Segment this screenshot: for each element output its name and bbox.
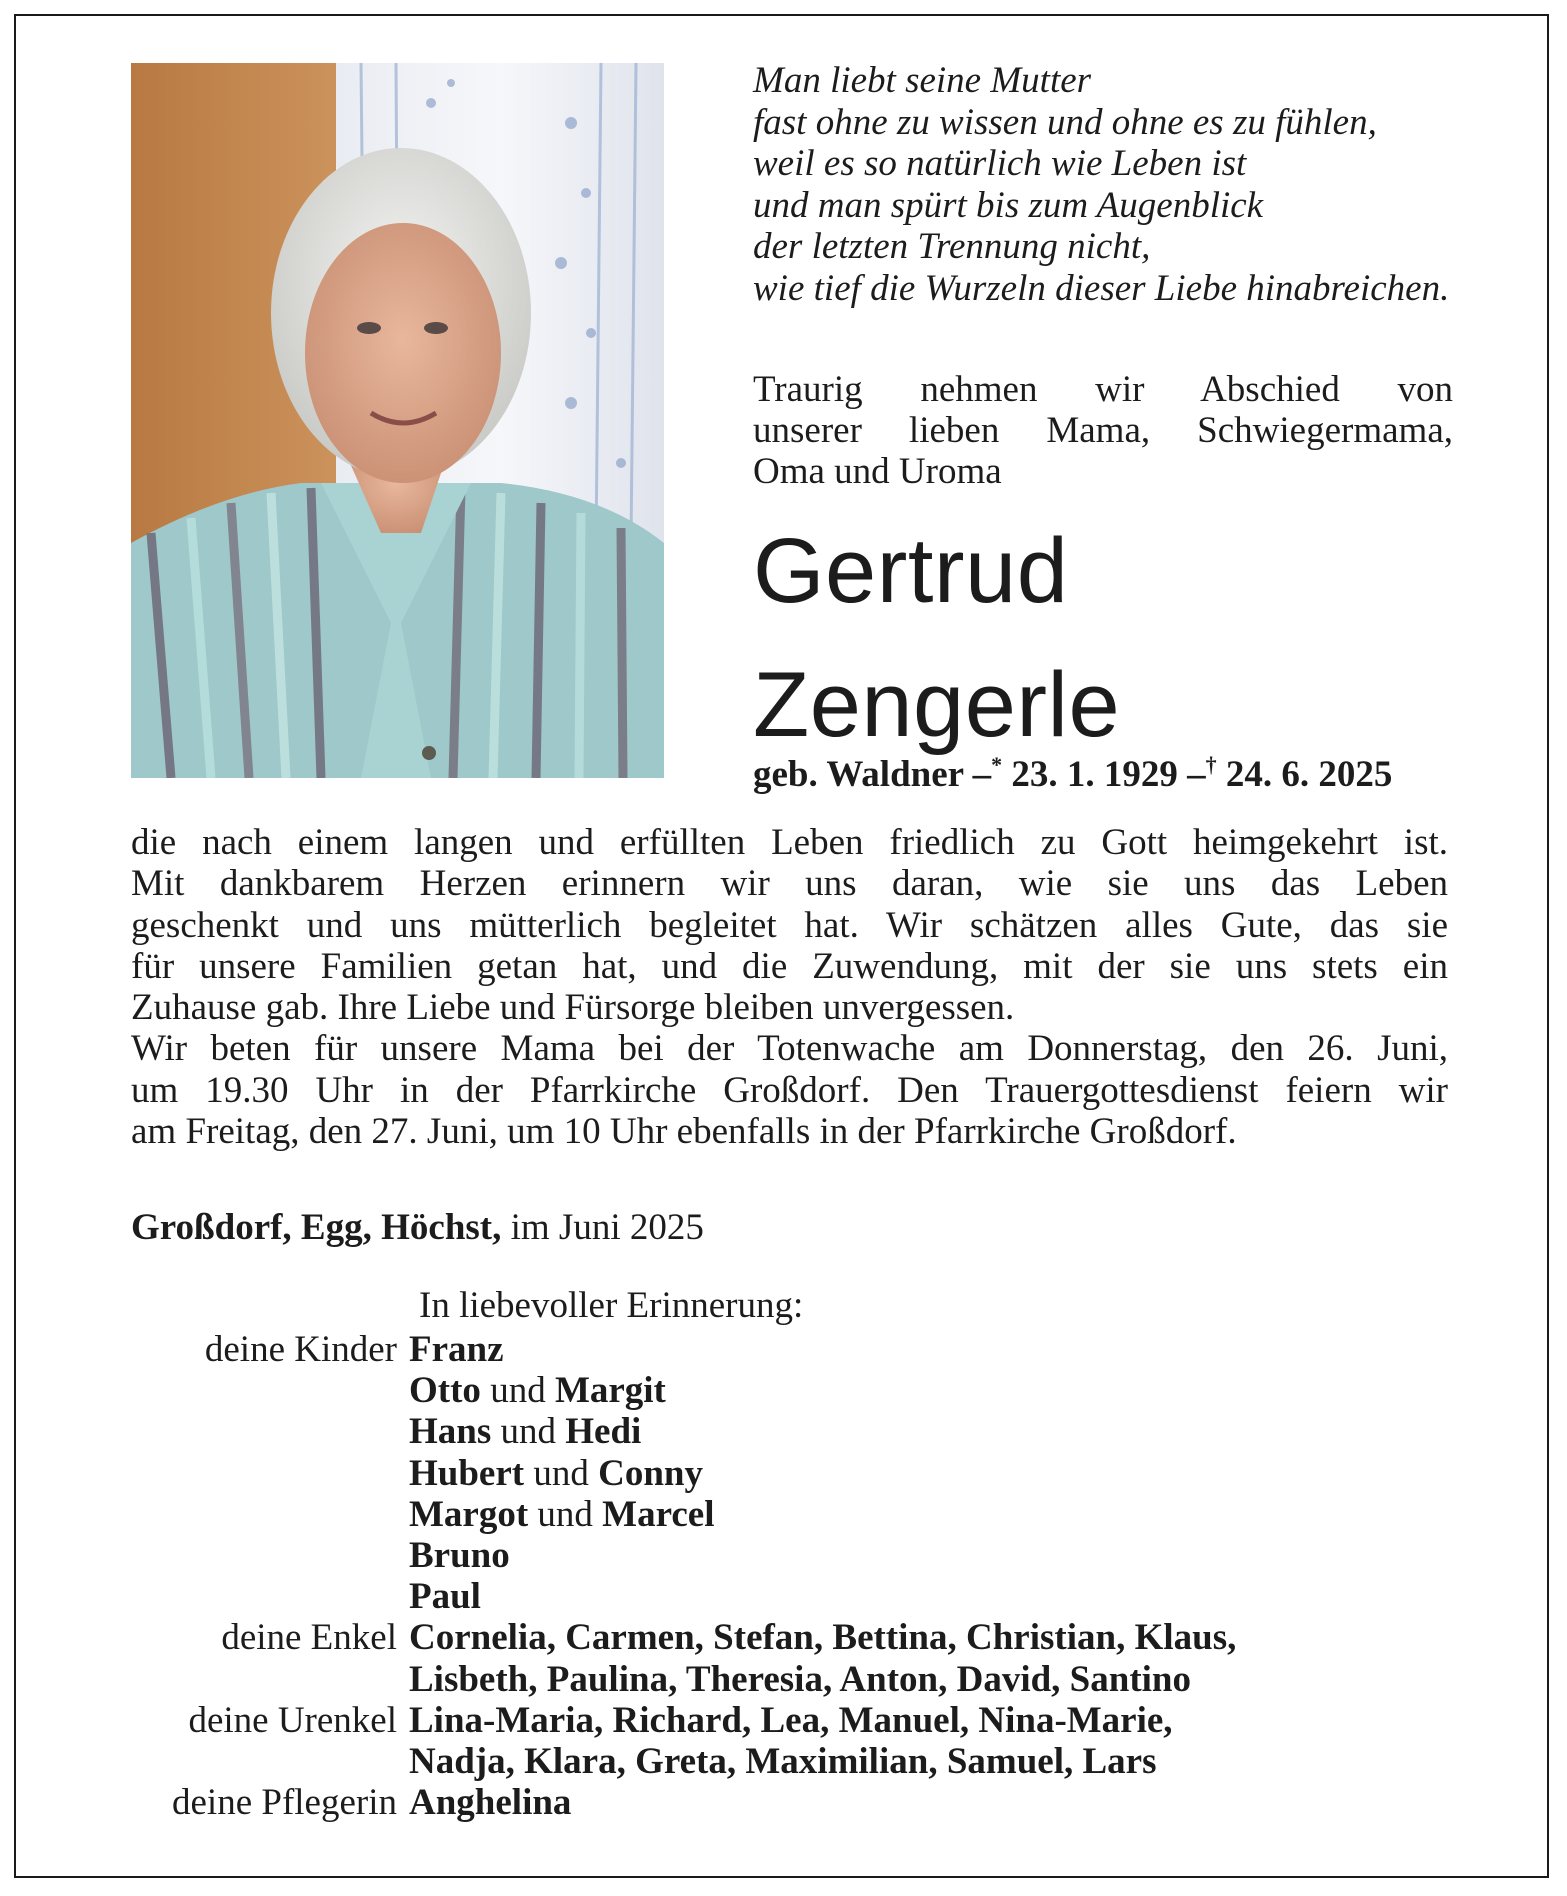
child-name: Hans bbox=[409, 1411, 492, 1453]
enkel-label: deine Enkel bbox=[221, 1617, 397, 1659]
child-name: Margit bbox=[554, 1370, 666, 1412]
conjunction: und bbox=[533, 1452, 589, 1494]
place-and-date bbox=[131, 1206, 704, 1250]
child-name: Hedi bbox=[565, 1411, 642, 1453]
child-name: Otto bbox=[409, 1370, 481, 1412]
conjunction: und bbox=[490, 1370, 546, 1412]
intro-line: unserer lieben Mama, Schwiegermama, bbox=[753, 410, 1453, 451]
grandchildren-names: Cornelia, Carmen, Stefan, Bettina, Christian, Klaus, bbox=[409, 1617, 1237, 1659]
poem-line: fast ohne zu wissen und ohne es zu fühlen, bbox=[753, 101, 1377, 143]
grandchildren-names: Lisbeth, Paulina, Theresia, Anton, David, Santino bbox=[409, 1658, 1192, 1700]
obituary-card bbox=[14, 14, 1549, 1878]
child-name: Hubert bbox=[409, 1452, 525, 1494]
kinder-row bbox=[126, 1411, 1426, 1452]
enkel-row bbox=[126, 1659, 1426, 1700]
great-grandchildren-names: Nadja, Klara, Greta, Maximilian, Samuel, Lars bbox=[409, 1740, 1157, 1782]
poem-line: der letzten Trennung nicht, bbox=[753, 226, 1151, 267]
first-name: Gertrud bbox=[753, 520, 1069, 622]
pflegerin-label: deine Pflegerin bbox=[172, 1782, 397, 1824]
child-name: Margot bbox=[409, 1493, 529, 1535]
kinder-row bbox=[126, 1535, 1426, 1576]
birth-name: geb. Waldner bbox=[753, 754, 964, 795]
child-name: Bruno bbox=[409, 1534, 510, 1576]
memory-heading: In liebevoller Erinnerung: bbox=[419, 1285, 804, 1326]
urenkel-row bbox=[126, 1741, 1426, 1782]
poem-line: wie tief die Wurzeln dieser Liebe hinabreichen. bbox=[753, 267, 1450, 309]
text-line: Mit dankbarem Herzen erinnern wir uns daran, wie sie uns das Leben bbox=[131, 863, 1448, 905]
text-line: Zuhause gab. Ihre Liebe und Fürsorge bleiben unvergessen. bbox=[131, 987, 1015, 1029]
dash: – bbox=[972, 754, 992, 795]
enkel-row bbox=[126, 1617, 1426, 1658]
caregiver-name: Anghelina bbox=[409, 1782, 572, 1824]
portrait-illustration bbox=[131, 63, 664, 778]
kinder-row bbox=[126, 1370, 1426, 1411]
kinder-row bbox=[126, 1453, 1426, 1494]
birth-star-icon: * bbox=[991, 752, 1003, 777]
death-cross-icon: † bbox=[1205, 752, 1217, 777]
family-list bbox=[126, 1329, 1426, 1823]
urenkel-row bbox=[126, 1700, 1426, 1741]
poem-line: Man liebt seine Mutter bbox=[753, 60, 1092, 101]
kinder-row bbox=[126, 1329, 1426, 1370]
text-line: um 19.30 Uhr in der Pfarrkirche Großdorf. Den Trauergottesdienst feiern wir bbox=[131, 1069, 1448, 1111]
urenkel-label: deine Urenkel bbox=[188, 1699, 397, 1741]
pflegerin-row bbox=[126, 1782, 1426, 1823]
child-name: Paul bbox=[409, 1576, 481, 1618]
death-date: 24. 6. 2025 bbox=[1225, 754, 1393, 795]
kinder-row bbox=[126, 1576, 1426, 1617]
intro-line: Traurig nehmen wir Abschied von bbox=[753, 369, 1453, 410]
poem-line: und man spürt bis zum Augenblick bbox=[753, 184, 1264, 226]
last-name: Zengerle bbox=[753, 654, 1121, 756]
farewell-intro bbox=[753, 369, 1453, 492]
birth-date: 23. 1. 1929 bbox=[1011, 754, 1178, 795]
great-grandchildren-names: Lina-Maria, Richard, Lea, Manuel, Nina-Marie, bbox=[409, 1699, 1173, 1741]
poem bbox=[753, 60, 1543, 309]
text-line: für unsere Familien getan hat, und die Zuwendung, mit der sie uns stets ein bbox=[131, 945, 1448, 987]
child-name: Conny bbox=[598, 1452, 703, 1494]
text-line: die nach einem langen und erfüllten Leben friedlich zu Gott heimgekehrt ist. bbox=[131, 822, 1448, 863]
deceased-name bbox=[753, 504, 1120, 772]
dash: – bbox=[1187, 754, 1206, 795]
text-line: geschenkt und uns mütterlich begleitet hat. Wir schätzen alles Gute, das sie bbox=[131, 904, 1448, 946]
locations: Großdorf, Egg, Höchst, bbox=[131, 1207, 502, 1248]
text-line: Wir beten für unsere Mama bei der Totenwache am Donnerstag, den 26. Juni, bbox=[131, 1028, 1448, 1070]
portrait-photo bbox=[131, 63, 664, 778]
conjunction: und bbox=[500, 1411, 557, 1453]
intro-line: Oma und Uroma bbox=[753, 451, 1002, 492]
month-year: im Juni 2025 bbox=[510, 1207, 704, 1248]
obituary-text bbox=[131, 822, 1448, 1152]
child-name: Marcel bbox=[602, 1493, 715, 1535]
poem-line: weil es so natürlich wie Leben ist bbox=[753, 143, 1247, 184]
life-dates bbox=[753, 743, 1392, 797]
kinder-row bbox=[126, 1494, 1426, 1535]
text-line: am Freitag, den 27. Juni, um 10 Uhr ebenfalls in der Pfarrkirche Großdorf. bbox=[131, 1111, 1237, 1153]
conjunction: und bbox=[537, 1493, 593, 1535]
child-name: Franz bbox=[409, 1329, 504, 1370]
kinder-label: deine Kinder bbox=[204, 1329, 397, 1370]
